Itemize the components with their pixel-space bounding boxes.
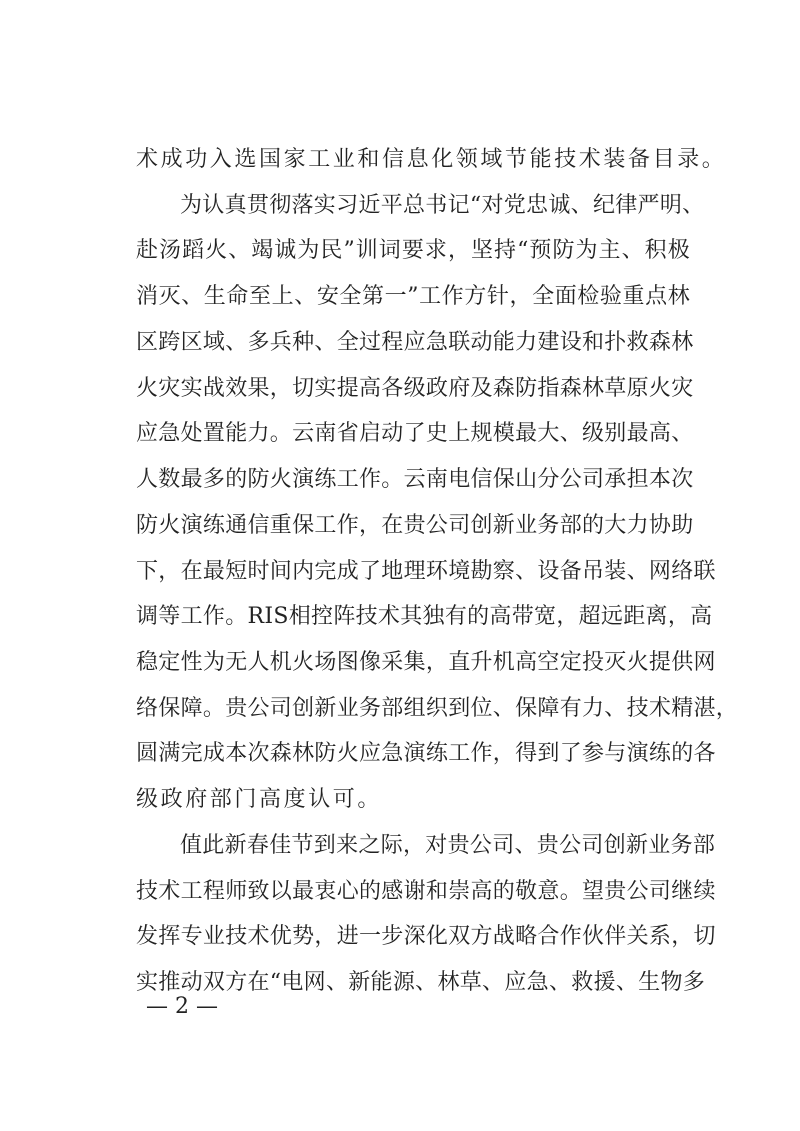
text-line: 人数最多的防火演练工作。云南电信保山分公司承担本次 xyxy=(136,467,694,492)
text-line: 消灭、生命至上、安全第一”工作方针，全面检验重点林 xyxy=(136,284,690,309)
text-line: 级政府部门高度认可。 xyxy=(136,787,383,812)
text-line: 实推动双方在“电网、新能源、林草、应急、救援、生物多 xyxy=(136,970,706,995)
text-line: 应急处置能力。云南省启动了史上规模最大、级别最高、 xyxy=(136,421,694,446)
text-line: 络保障。贵公司创新业务部组织到位、保障有力、技术精湛， xyxy=(136,696,739,721)
paragraph-start-line: 为认真贯彻落实习近平总书记“对党忠诚、纪律严明、 xyxy=(180,193,705,218)
text-line: 调等工作。RIS相控阵技术其独有的高带宽，超远距离，高 xyxy=(136,604,713,629)
text-line: 赴汤蹈火、竭诚为民”训词要求，坚持“预防为主、积极 xyxy=(136,238,690,263)
text-line: 发挥专业技术优势，进一步深化双方战略合作伙伴关系，切 xyxy=(136,924,716,949)
text-line: 稳定性为无人机火场图像采集，直升机高空定投灭火提供网 xyxy=(136,650,716,675)
paragraph-start-line: 值此新春佳节到来之际，对贵公司、贵公司创新业务部 xyxy=(180,833,716,858)
page-number: — 2 — xyxy=(146,994,218,1019)
text-line: 技术工程师致以最衷心的感谢和崇高的敬意。望贵公司继续 xyxy=(136,879,716,904)
text-line: 圆满完成本次森林防火应急演练工作，得到了参与演练的各 xyxy=(136,741,716,766)
text-line: 术成功入选国家工业和信息化领域节能技术装备目录。 xyxy=(136,147,727,172)
text-line: 区跨区域、多兵种、全过程应急联动能力建设和扑救森林 xyxy=(136,330,694,355)
text-line: 防火演练通信重保工作，在贵公司创新业务部的大力协助 xyxy=(136,513,694,538)
text-line: 下，在最短时间内完成了地理环境勘察、设备吊装、网络联 xyxy=(136,559,716,584)
text-line: 火灾实战效果，切实提高各级政府及森防指森林草原火灾 xyxy=(136,376,694,401)
